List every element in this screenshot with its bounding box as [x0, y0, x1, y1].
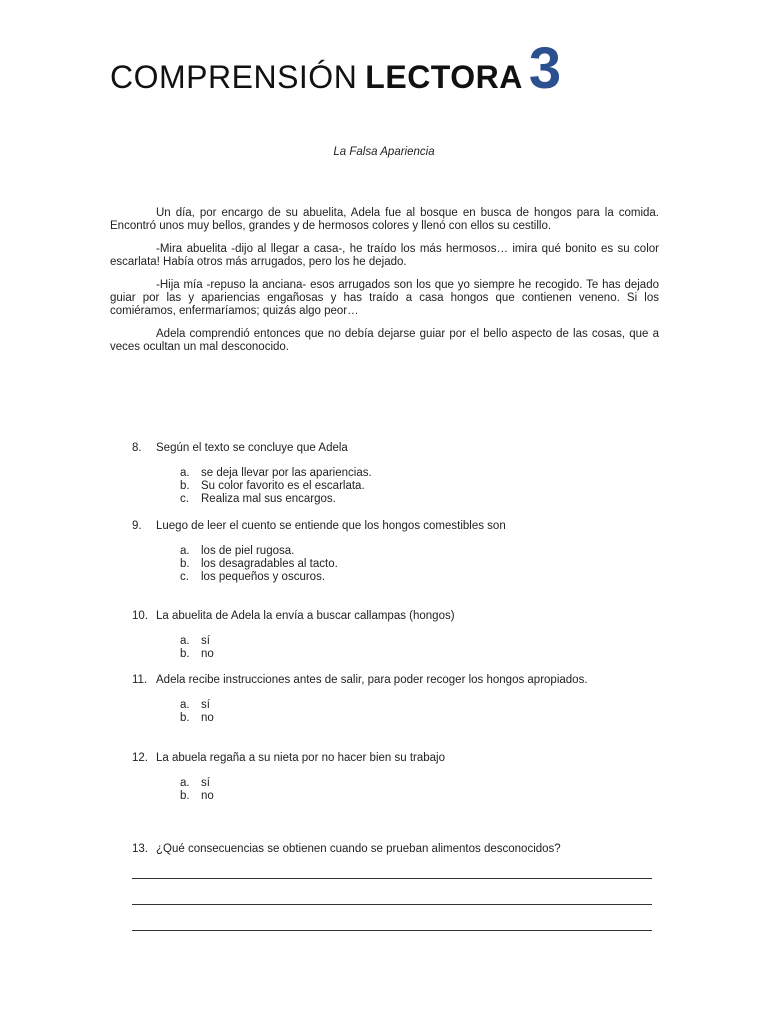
- option-letter: b.: [180, 558, 190, 570]
- option-text: los pequeños y oscuros.: [201, 571, 326, 583]
- option-letter: b.: [180, 790, 190, 802]
- option-item[interactable]: [180, 777, 662, 790]
- question-number: 13.: [132, 843, 148, 855]
- option-text: Realiza mal sus encargos.: [201, 493, 336, 505]
- question-number: 8.: [132, 442, 142, 454]
- option-item[interactable]: [180, 635, 662, 648]
- options-list: [180, 699, 662, 725]
- answer-line[interactable]: [132, 930, 652, 931]
- question-text: Luego de leer el cuento se entiende que los hongos comestibles son: [156, 520, 506, 532]
- option-item[interactable]: [180, 558, 662, 571]
- option-letter: b.: [180, 648, 190, 660]
- question-8: [132, 442, 662, 506]
- question-10: [132, 610, 662, 661]
- option-letter: a.: [180, 699, 190, 711]
- option-item[interactable]: [180, 545, 662, 558]
- option-item[interactable]: [180, 699, 662, 712]
- question-number: 12.: [132, 752, 148, 764]
- question-13: [132, 843, 662, 856]
- option-item[interactable]: [180, 493, 662, 506]
- option-letter: a.: [180, 777, 190, 789]
- question-text: La abuela regaña a su nieta por no hacer bien su trabajo: [156, 752, 445, 764]
- question-text: Adela recibe instrucciones antes de salir, para poder recoger los hongos apropiados.: [156, 674, 588, 686]
- options-list: [180, 467, 662, 506]
- options-list: [180, 545, 662, 584]
- option-item[interactable]: [180, 480, 662, 493]
- option-text: sí: [201, 777, 210, 789]
- question-number: 9.: [132, 520, 142, 532]
- option-item[interactable]: [180, 790, 662, 803]
- question-12: [132, 752, 662, 803]
- option-letter: a.: [180, 467, 190, 479]
- title-number: 3: [528, 36, 562, 101]
- story-text: [110, 207, 659, 364]
- answer-line[interactable]: [132, 904, 652, 905]
- story-title: La Falsa Apariencia: [333, 146, 435, 158]
- option-item[interactable]: [180, 571, 662, 584]
- option-letter: a.: [180, 545, 190, 557]
- option-letter: a.: [180, 635, 190, 647]
- option-letter: c.: [180, 493, 189, 505]
- option-item[interactable]: [180, 467, 662, 480]
- options-list: [180, 777, 662, 803]
- story-paragraph: Adela comprendió entonces que no debía dejarse guiar por el bello aspecto de las cosas, que a veces ocultan un mal desconocido.: [110, 328, 659, 353]
- story-paragraph: -Mira abuelita -dijo al llegar a casa-, he traído los más hermosos… imira qué bonito es su color escarlata! Había otros más arrugados, pero los he dejado.: [110, 243, 659, 268]
- question-11: [132, 674, 662, 725]
- question-number: 10.: [132, 610, 148, 622]
- option-text: no: [201, 648, 214, 660]
- question-text: La abuelita de Adela la envía a buscar callampas (hongos): [156, 610, 455, 622]
- option-text: sí: [201, 635, 210, 647]
- option-text: no: [201, 712, 214, 724]
- option-letter: c.: [180, 571, 189, 583]
- option-item[interactable]: [180, 648, 662, 661]
- option-item[interactable]: [180, 712, 662, 725]
- question-text: Según el texto se concluye que Adela: [156, 442, 348, 454]
- option-text: los desagradables al tacto.: [201, 558, 338, 570]
- option-text: no: [201, 790, 214, 802]
- option-text: sí: [201, 699, 210, 711]
- option-letter: b.: [180, 712, 190, 724]
- options-list: [180, 635, 662, 661]
- option-text: los de piel rugosa.: [201, 545, 295, 557]
- answer-line[interactable]: [132, 878, 652, 879]
- question-9: [132, 520, 662, 584]
- title-lectora: LECTORA: [365, 59, 523, 95]
- question-text: ¿Qué consecuencias se obtienen cuando se prueban alimentos desconocidos?: [156, 843, 561, 855]
- option-text: se deja llevar por las apariencias.: [201, 467, 372, 479]
- option-letter: b.: [180, 480, 190, 492]
- story-paragraph: Un día, por encargo de su abuelita, Adela fue al bosque en busca de hongos para la comida. Encontró unos muy bellos, grandes y de hermosos colores y llenó con ellos su cestillo.: [110, 207, 659, 232]
- story-paragraph: -Hija mía -repuso la anciana- esos arrugados son los que yo siempre he recogido. Te has dejado guiar por las y apariencias engañosas y has traído a casa hongos que contienen veneno. Si los comiéramos, enfermaríamos; quizás algo peor…: [110, 279, 659, 317]
- page-header: [110, 36, 562, 101]
- title-comprension: COMPRENSIÓN: [110, 59, 358, 95]
- option-text: Su color favorito es el escarlata.: [201, 480, 365, 492]
- question-number: 11.: [132, 674, 148, 686]
